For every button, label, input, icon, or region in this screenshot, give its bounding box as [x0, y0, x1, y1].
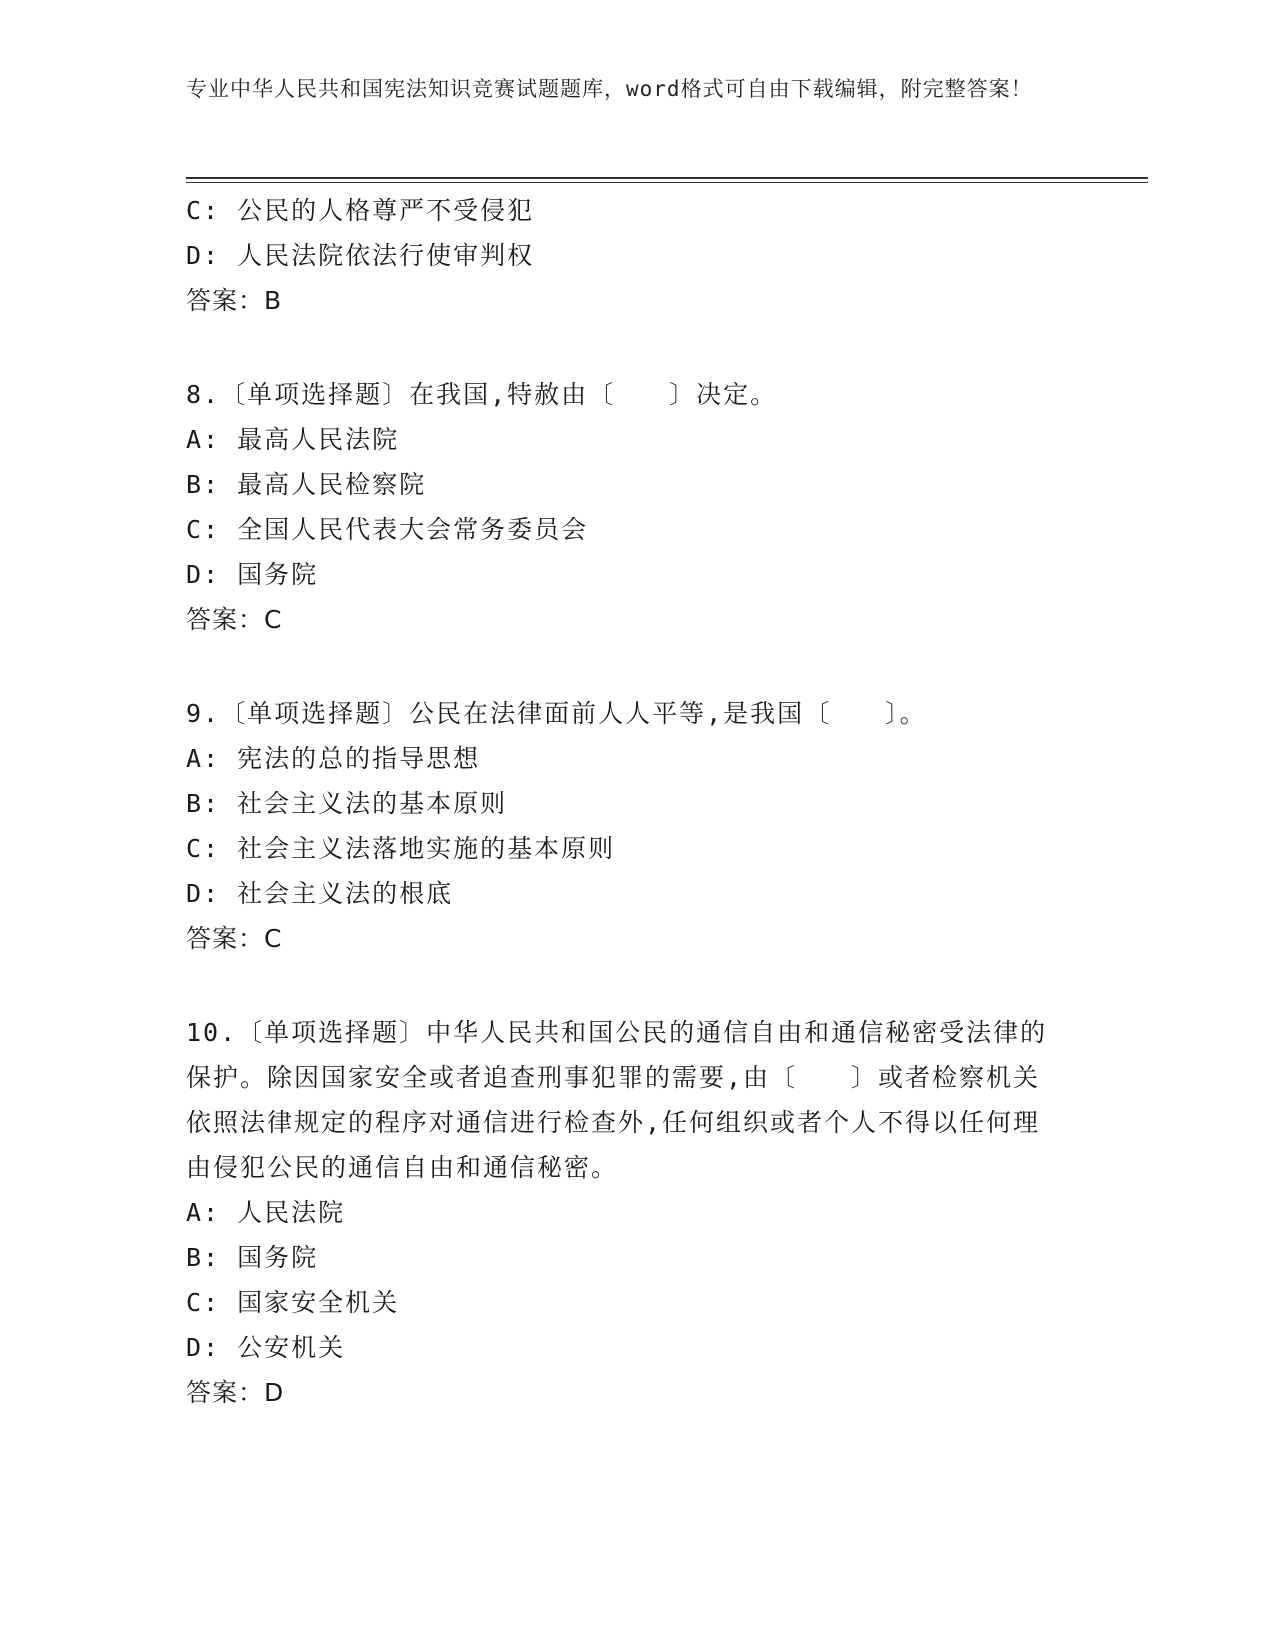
option-c: C: 公民的人格尊严不受侵犯 — [186, 196, 535, 225]
question-block-9 — [186, 691, 1086, 961]
option-a: A: 宪法的总的指导思想 — [186, 744, 481, 773]
option-b: B: 最高人民检察院 — [186, 470, 427, 499]
option-b: B: 国务院 — [186, 1243, 319, 1272]
page-header: 专业中华人民共和国宪法知识竞赛试题题库，word格式可自由下载编辑，附完整答案！ — [186, 77, 1033, 101]
question-list — [186, 188, 1086, 1415]
answer: 答案：D — [186, 1378, 285, 1407]
spacer — [186, 323, 1086, 372]
option-a: A: 最高人民法院 — [186, 425, 400, 454]
option-c: C: 全国人民代表大会常务委员会 — [186, 515, 589, 544]
question-stem: 9.〔单项选择题〕公民在法律面前人人平等,是我国〔 〕。 — [186, 699, 927, 728]
spacer — [186, 642, 1086, 691]
option-d: D: 国务院 — [186, 560, 319, 589]
answer: 答案：C — [186, 924, 283, 953]
question-stem: 10.〔单项选择题〕中华人民共和国公民的通信自由和通信秘密受法律的保护。除因国家安全或者追查刑事犯罪的需要,由〔 〕或者检察机关依照法律规定的程序对通信进行检查外,任何组织或者个人不得以任何理由侵犯公民的通信自由和通信秘密。 — [186, 1018, 1048, 1182]
option-c: C: 国家安全机关 — [186, 1288, 400, 1317]
option-b: B: 社会主义法的基本原则 — [186, 789, 508, 818]
option-c: C: 社会主义法落地实施的基本原则 — [186, 834, 616, 863]
question-block-10 — [186, 1010, 1086, 1415]
question-block-8 — [186, 372, 1086, 642]
option-d: D: 公安机关 — [186, 1333, 346, 1362]
option-a: A: 人民法院 — [186, 1198, 346, 1227]
answer: 答案：B — [186, 286, 283, 315]
question-block-7 — [186, 188, 1086, 323]
answer: 答案：C — [186, 605, 283, 634]
question-stem: 8.〔单项选择题〕在我国,特赦由〔 〕决定。 — [186, 380, 778, 409]
option-d: D: 社会主义法的根底 — [186, 879, 454, 908]
spacer — [186, 961, 1086, 1010]
header-rule-thin — [186, 182, 1148, 183]
header-rule-thick — [186, 177, 1148, 179]
option-d: D: 人民法院依法行使审判权 — [186, 241, 535, 270]
